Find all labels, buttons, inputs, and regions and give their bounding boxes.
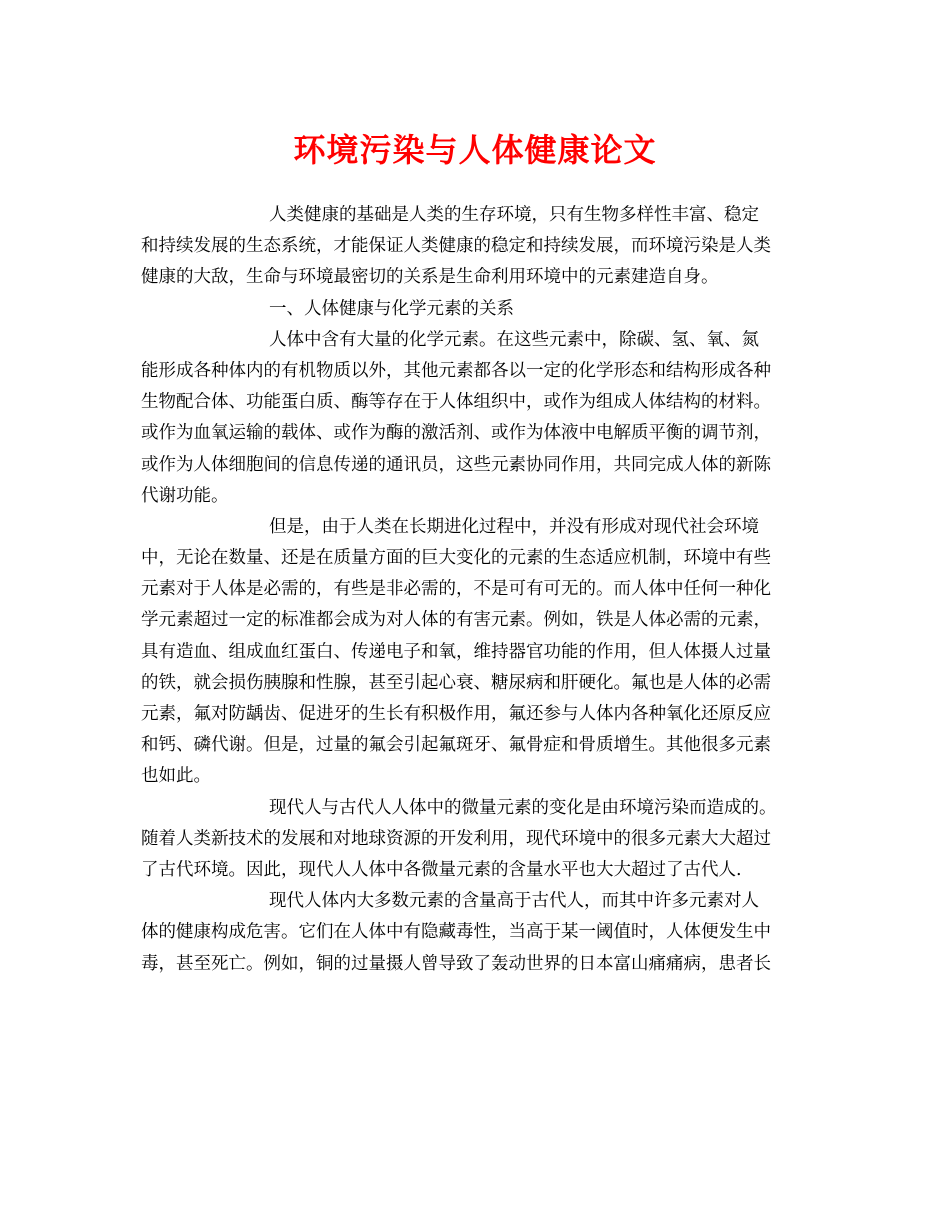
text-line: 具有造血、组成血红蛋白、传递电子和氧，维持器官功能的作用，但人体摄人过量 bbox=[141, 641, 771, 662]
text-line: 人类健康的基础是人类的生存环境，只有生物多样性丰富、稳定 bbox=[269, 205, 759, 225]
text-line: 代谢功能。 bbox=[141, 485, 229, 506]
text-line: 元素，氟对防龋齿、促进牙的生长有积极作用，氟还参与人体内各种氧化还原反应 bbox=[141, 704, 771, 724]
text-line: 随着人类新技术的发展和对地球资源的开发利用，现代环境中的很多元素大大超过 bbox=[141, 828, 771, 849]
text-line: 生物配合体、功能蛋白质、酶等存在于人体组织中，或作为组成人体结构的材料。 bbox=[141, 392, 771, 413]
text-line: 和钙、磷代谢。但是，过量的氟会引起氟斑牙、氟骨症和骨质增生。其他很多元素 bbox=[141, 735, 771, 756]
text-line: 现代人体内大多数元素的含量高于古代人，而其中许多元素对人 bbox=[269, 891, 759, 912]
text-line: 或作为血氧运输的载体、或作为酶的激活剂、或作为体液中电解质平衡的调节剂， bbox=[141, 423, 771, 444]
text-line: 毒，甚至死亡。例如，铜的过量摄人曾导致了轰动世界的日本富山痛痛病，患者长 bbox=[141, 953, 771, 974]
text-line: 现代人与古代人人体中的微量元素的变化是由环境污染而造成的。 bbox=[269, 797, 777, 818]
text-line: 的铁，就会损伤胰腺和性腺，甚至引起心衰、糖尿病和肝硬化。氟也是人体的必需 bbox=[141, 672, 771, 693]
text-line: 但是，由于人类在长期进化过程中，并没有形成对现代社会环境 bbox=[269, 516, 759, 537]
document-body bbox=[141, 200, 811, 980]
text-line: 体的健康构成危害。它们在人体中有隐藏毒性，当高于某一阈值时，人体便发生中 bbox=[141, 922, 771, 943]
text-line: 了古代环境。因此，现代人人体中各微量元素的含量水平也大大超过了古代人. bbox=[141, 859, 742, 880]
text-line: 或作为人体细胞间的信息传递的通讯员，这些元素协同作用，共同完成人体的新陈 bbox=[141, 454, 771, 475]
document-title: 环境污染与人体健康论文 bbox=[293, 131, 657, 169]
text-line: 人体中含有大量的化学元素。在这些元素中，除碳、氢、氧、氮 bbox=[269, 329, 759, 350]
text-line: 一、人体健康与化学元素的关系 bbox=[269, 298, 514, 319]
text-line: 健康的大敌，生命与环境最密切的关系是生命利用环境中的元素建造自身。 bbox=[141, 267, 719, 288]
text-line: 元素对于人体是必需的，有些是非必需的，不是可有可无的。而人体中任何一种化 bbox=[141, 579, 771, 600]
text-line: 学元素超过一定的标准都会成为对人体的有害元素。例如，铁是人体必需的元素， bbox=[141, 610, 771, 631]
text-line: 能形成各种体内的有机物质以外，其他元素都各以一定的化学形态和结构形成各种 bbox=[141, 360, 771, 381]
text-line: 和持续发展的生态系统，才能保证人类健康的稳定和持续发展，而环境污染是人类 bbox=[141, 236, 771, 257]
text-line: 中，无论在数量、还是在质量方面的巨大变化的元素的生态适应机制，环境中有些 bbox=[141, 548, 771, 569]
text-line: 也如此。 bbox=[141, 766, 211, 787]
